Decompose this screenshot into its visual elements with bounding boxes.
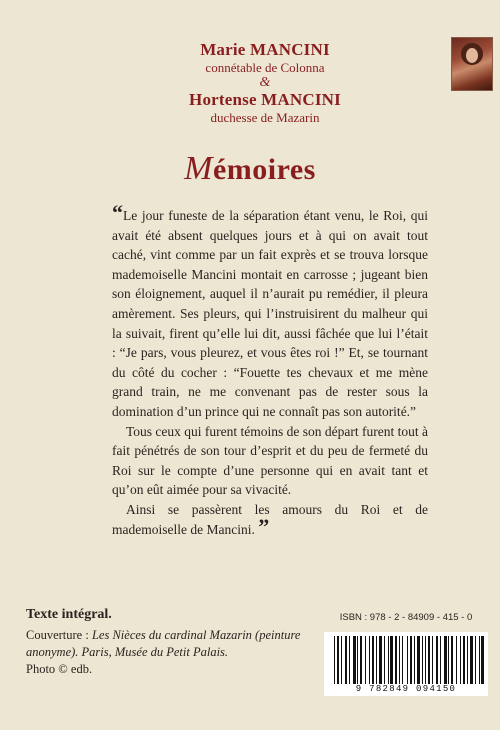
- isbn-text: ISBN : 978 - 2 - 84909 - 415 - 0: [339, 612, 473, 623]
- barcode-bar: [345, 636, 347, 684]
- author1-title: connétable de Colonna: [205, 60, 325, 75]
- barcode-bar: [357, 636, 358, 684]
- barcode-bar: [417, 636, 420, 684]
- barcode-bar: [410, 636, 412, 684]
- barcode-bar: [425, 636, 426, 684]
- book-title: Mémoires: [184, 150, 316, 187]
- barcode-bar: [349, 636, 350, 684]
- excerpt-paragraph-1: “Le jour funeste de la séparation étant venu, le Roi, qui avait été absent quelques jours et à qui on avait tout caché, vint comme par un fait exprès et se trouva lorsque mademoiselle Mancini montait en carrosse ; jugeant bien son éloignement, auquel il n’aurait pu remédier, il pleura amèrement. Ses pleurs, qui l’instruisirent du malheur qui la suivait, firent qu’elle lui dit, aussi fâchée que lui l’était : “Je pars, vous pleurez, et vous êtes roi !” Et, se tournant du côté du cocher : “Fouette tes chevaux et me mène grand train, ne me convenant pas de rester sous la domination d’un prince qui ne connaît pas son autorité.”: [112, 200, 428, 419]
- barcode-bar: [399, 636, 400, 684]
- barcode-bar: [428, 636, 430, 684]
- barcode-bar: [463, 636, 465, 684]
- barcode-bar: [334, 636, 335, 684]
- photo-credit: Photo © edb.: [26, 662, 93, 676]
- barcode-bar: [448, 636, 449, 684]
- barcode-bar: [470, 636, 473, 684]
- barcode-bar: [369, 636, 370, 684]
- barcode-bar: [388, 636, 389, 684]
- excerpt: [112, 200, 428, 539]
- barcode-bar: [432, 636, 433, 684]
- barcode-digits: 9 782849 094150: [355, 684, 457, 694]
- author1-name: Marie MANCINI: [200, 40, 330, 59]
- text-integral-label: Texte intégral.: [26, 607, 112, 622]
- barcode-bar: [365, 636, 366, 684]
- author2-name: Hortense MANCINI: [189, 90, 341, 109]
- barcode-bar: [341, 636, 342, 684]
- barcode-bar: [436, 636, 438, 684]
- author2-title: duchesse de Mazarin: [210, 110, 320, 125]
- barcode-bar: [414, 636, 415, 684]
- barcode-bar: [379, 636, 382, 684]
- barcode-bars: [334, 636, 484, 684]
- authors-header: [0, 40, 500, 125]
- excerpt-paragraph-3: Ainsi se passèrent les amours du Roi et de mademoiselle de Mancini. ”: [112, 501, 428, 539]
- open-quote: “: [112, 200, 123, 225]
- barcode-bar: [407, 636, 408, 684]
- barcode-bar: [402, 636, 403, 684]
- barcode-bar: [384, 636, 385, 684]
- barcode-bar: [444, 636, 447, 684]
- cover-credit: Couverture : Les Nièces du cardinal Mazarin (peinture anonyme). Paris, Musée du Petit Palais.: [26, 628, 301, 659]
- barcode-bar: [479, 636, 480, 684]
- barcode-bar: [475, 636, 476, 684]
- barcode-bar: [390, 636, 393, 684]
- barcode-bar: [456, 636, 457, 684]
- barcode-bar: [360, 636, 362, 684]
- barcode-bar: [422, 636, 423, 684]
- barcode-bar: [372, 636, 374, 684]
- barcode-bar: [481, 636, 484, 684]
- barcode-bar: [467, 636, 468, 684]
- barcode-bar: [440, 636, 441, 684]
- close-quote: ”: [258, 513, 270, 539]
- barcode-bar: [376, 636, 377, 684]
- barcode-bar: [337, 636, 339, 684]
- barcode-bar: [353, 636, 356, 684]
- barcode-area: [316, 612, 496, 712]
- barcode-bar: [395, 636, 397, 684]
- excerpt-paragraph-2: Tous ceux qui furent témoins de son départ furent tout à fait pénétrés de son tour d’esprit et du peu de fermeté du Roi sur le compte d’une personne qui en avait tant et qu’on eût aimée pour sa vivacité.: [112, 423, 428, 498]
- barcode-bar: [451, 636, 453, 684]
- barcode-bar: [460, 636, 461, 684]
- credits: [26, 606, 316, 678]
- ampersand: &: [259, 75, 271, 90]
- barcode: [324, 632, 488, 696]
